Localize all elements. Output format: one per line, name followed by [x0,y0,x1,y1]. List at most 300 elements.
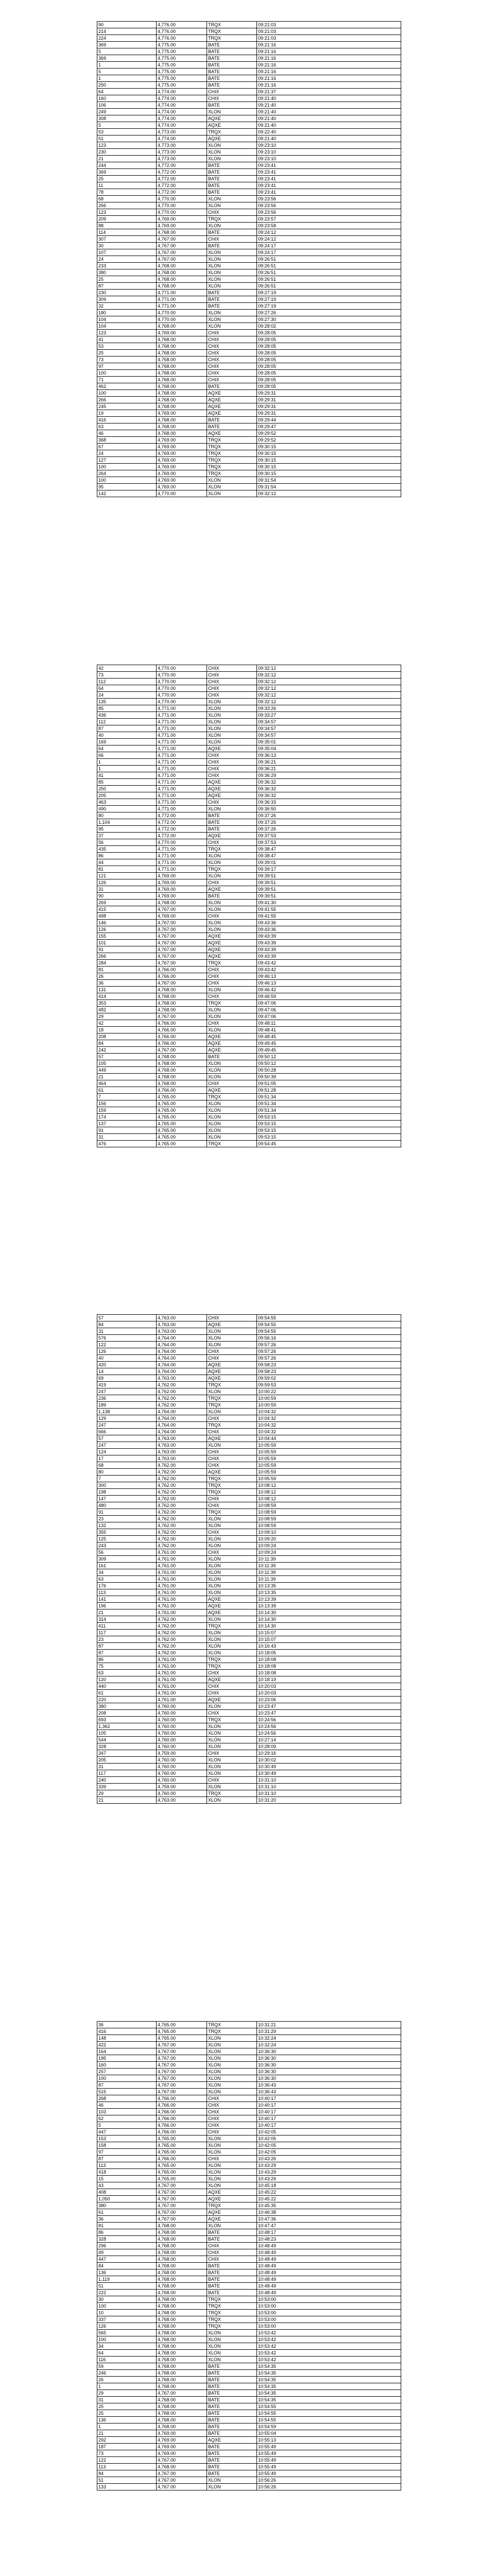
venue-cell: CHIX [207,1429,257,1435]
quantity-cell: 21 [97,1074,157,1080]
venue-cell: XLON [207,1737,257,1743]
table-row [97,973,401,980]
venue-cell: AQXE [207,2189,257,2196]
quantity-cell: 411 [97,1623,157,1630]
time-cell: 09:30:15 [257,450,401,457]
time-cell: 09:22:40 [257,129,401,135]
time-cell: 10:55:49 [257,2464,401,2470]
quantity-cell: 136 [97,2417,157,2424]
quantity-cell: 464 [97,1080,157,1087]
table-row [97,464,401,470]
price-cell: 4,767.00 [157,2075,207,2082]
time-cell: 09:36:32 [257,779,401,786]
quantity-cell: 42 [97,665,157,672]
quantity-cell: 480 [97,1502,157,1509]
price-cell: 4,767.00 [157,2209,207,2216]
quantity-cell: 113 [97,1589,157,1596]
quantity-cell: 1 [97,759,157,766]
price-cell: 4,760.00 [157,1717,207,1723]
price-cell: 4,764.00 [157,1429,207,1435]
time-cell: 10:20:03 [257,1690,401,1697]
table-row [97,1040,401,1047]
table-row [97,1536,401,1543]
price-cell: 4,768.00 [157,343,207,350]
price-cell: 4,764.00 [157,1342,207,1348]
quantity-cell: 25 [97,276,157,283]
table-row [97,940,401,946]
venue-cell: BATE [207,2229,257,2236]
quantity-cell: 214 [97,28,157,35]
table-row [97,323,401,330]
quantity-cell: 87 [97,1650,157,1656]
venue-cell: XLON [207,276,257,283]
price-cell: 4,771.00 [157,779,207,786]
table-row [97,2336,401,2343]
quantity-cell: 41 [97,772,157,779]
table-row [97,1328,401,1335]
quantity-cell: 18 [97,1027,157,1033]
table-row [97,1476,401,1482]
table-row [97,1583,401,1589]
time-cell: 09:29:52 [257,437,401,444]
quantity-cell: 91 [97,1127,157,1134]
table-row [97,759,401,766]
price-cell: 4,767.00 [157,980,207,987]
time-cell: 09:50:39 [257,1074,401,1080]
table-row [97,62,401,69]
venue-cell: XLON [207,1536,257,1543]
table-row [97,1522,401,1529]
price-cell: 4,768.00 [157,363,207,370]
time-cell: 09:21:16 [257,42,401,48]
time-cell: 09:21:16 [257,62,401,69]
venue-cell: XLON [207,2223,257,2229]
quantity-cell: 61 [97,1087,157,1094]
table-row [97,2042,401,2048]
trade-table-section-3 [97,1314,401,1804]
time-cell: 10:31:10 [257,1790,401,1797]
table-row [97,310,401,316]
venue-cell: CHIX [207,980,257,987]
venue-cell: AQXE [207,1368,257,1375]
venue-cell: CHIX [207,1455,257,1462]
venue-cell: XLON [207,1409,257,1415]
quantity-cell: 25 [97,350,157,357]
quantity-cell: 64 [97,745,157,752]
price-cell: 4,765.00 [157,1141,207,1147]
price-cell: 4,766.00 [157,1087,207,1094]
price-cell: 4,763.00 [157,1435,207,1442]
time-cell: 09:23:57 [257,216,401,223]
price-cell: 4,771.00 [157,725,207,732]
time-cell: 09:32:12 [257,665,401,672]
price-cell: 4,768.00 [157,2357,207,2363]
table-row [97,2397,401,2403]
table-row [97,2296,401,2303]
quantity-cell: 100 [97,2303,157,2310]
price-cell: 4,765.00 [157,2149,207,2156]
table-row [97,129,401,135]
venue-cell: XLON [207,1563,257,1569]
quantity-cell: 53 [97,129,157,135]
venue-cell: XLON [207,1342,257,1348]
time-cell: 09:59:02 [257,1375,401,1382]
venue-cell: XLON [207,323,257,330]
price-cell: 4,768.00 [157,2296,207,2303]
venue-cell: AQXE [207,1087,257,1094]
venue-cell: CHIX [207,2122,257,2129]
table-row [97,2089,401,2095]
time-cell: 09:27:26 [257,310,401,316]
time-cell: 09:24:17 [257,243,401,249]
price-cell: 4,768.00 [157,2229,207,2236]
table-row [97,370,401,377]
time-cell: 09:30:15 [257,470,401,477]
time-cell: 10:48:49 [257,2256,401,2263]
price-cell: 4,766.00 [157,2129,207,2136]
time-cell: 10:04:32 [257,1415,401,1422]
quantity-cell: 101 [97,940,157,946]
price-cell: 4,762.00 [157,1623,207,1630]
price-cell: 4,771.00 [157,705,207,712]
price-cell: 4,769.00 [157,484,207,490]
table-row [97,1462,401,1469]
time-cell: 09:28:05 [257,383,401,390]
quantity-cell: 78 [97,189,157,196]
time-cell: 09:23:56 [257,202,401,209]
venue-cell: XLON [207,477,257,484]
price-cell: 4,769.00 [157,410,207,417]
quantity-cell: 515 [97,2089,157,2095]
price-cell: 4,765.00 [157,1121,207,1127]
table-row [97,28,401,35]
time-cell: 10:04:32 [257,1422,401,1429]
time-cell: 10:30:49 [257,1764,401,1770]
venue-cell: TRQX [207,1422,257,1429]
price-cell: 4,768.00 [157,993,207,1000]
price-cell: 4,768.00 [157,1074,207,1080]
quantity-cell: 11 [97,182,157,189]
quantity-cell: 244 [97,162,157,169]
quantity-cell: 236 [97,1395,157,1402]
price-cell: 4,762.00 [157,1382,207,1388]
table-row [97,1717,401,1723]
table-row [97,1362,401,1368]
table-row [97,1549,401,1556]
venue-cell: XLON [207,1730,257,1737]
time-cell: 10:05:59 [257,1469,401,1476]
venue-cell: XLON [207,269,257,276]
price-cell: 4,765.00 [157,2035,207,2042]
quantity-cell: 73 [97,672,157,679]
quantity-cell: 1,119 [97,2276,157,2283]
price-cell: 4,766.00 [157,967,207,973]
time-cell: 09:21:16 [257,82,401,89]
quantity-cell: 1 [97,2383,157,2390]
venue-cell: BATE [207,169,257,176]
venue-cell: TRQX [207,450,257,457]
quantity-cell: 419 [97,1382,157,1388]
quantity-cell: 7 [97,1476,157,1482]
price-cell: 4,767.00 [157,2470,207,2477]
time-cell: 09:31:54 [257,484,401,490]
venue-cell: CHIX [207,772,257,779]
price-cell: 4,761.00 [157,1549,207,1556]
time-cell: 09:39:51 [257,873,401,879]
venue-cell: CHIX [207,2256,257,2263]
table-row [97,1482,401,1489]
price-cell: 4,762.00 [157,1636,207,1643]
time-cell: 09:43:39 [257,953,401,960]
table-row [97,75,401,82]
table-row [97,2477,401,2484]
venue-cell: TRQX [207,464,257,470]
quantity-cell: 250 [97,786,157,792]
table-row [97,712,401,719]
venue-cell: CHIX [207,839,257,846]
quantity-cell: 126 [97,926,157,933]
quantity-cell: 112 [97,679,157,685]
table-row [97,263,401,269]
time-cell: 10:09:20 [257,1536,401,1543]
time-cell: 09:24:12 [257,229,401,236]
venue-cell: AQXE [207,2196,257,2202]
venue-cell: BATE [207,2383,257,2390]
price-cell: 4,768.00 [157,2249,207,2256]
trade-table-section-4 [97,2021,401,2490]
time-cell: 10:54:55 [257,2417,401,2424]
quantity-cell: 1 [97,62,157,69]
venue-cell: XLON [207,1013,257,1020]
table-row [97,2357,401,2363]
venue-cell: CHIX [207,665,257,672]
price-cell: 4,767.00 [157,256,207,263]
venue-cell: BATE [207,2403,257,2410]
quantity-cell: 463 [97,799,157,806]
table-row [97,2095,401,2102]
table-row [97,1750,401,1757]
quantity-cell: 135 [97,699,157,705]
venue-cell: CHIX [207,2095,257,2102]
venue-cell: CHIX [207,350,257,357]
price-cell: 4,765.00 [157,2162,207,2169]
quantity-cell: 120 [97,1676,157,1683]
table-row [97,2417,401,2424]
table-row [97,1710,401,1717]
table-row [97,89,401,95]
price-cell: 4,768.00 [157,2269,207,2276]
time-cell: 10:53:42 [257,2350,401,2357]
quantity-cell: 84 [97,2470,157,2477]
price-cell: 4,762.00 [157,1489,207,1496]
quantity-cell: 1 [97,766,157,772]
quantity-cell: 90 [97,22,157,28]
venue-cell: AQXE [207,1047,257,1054]
quantity-cell: 62 [97,2115,157,2122]
time-cell: 09:24:17 [257,249,401,256]
price-cell: 4,771.00 [157,799,207,806]
table-row [97,1797,401,1804]
price-cell: 4,771.00 [157,739,207,745]
time-cell: 09:53:15 [257,1121,401,1127]
venue-cell: XLON [207,719,257,725]
price-cell: 4,768.00 [157,430,207,437]
time-cell: 10:55:04 [257,2430,401,2437]
table-row [97,457,401,464]
quantity-cell: 369 [97,42,157,48]
time-cell: 09:51:34 [257,1107,401,1114]
time-cell: 10:05:59 [257,1476,401,1482]
quantity-cell: 414 [97,993,157,1000]
venue-cell: TRQX [207,2303,257,2310]
quantity-cell: 105 [97,1060,157,1067]
time-cell: 10:18:08 [257,1670,401,1676]
venue-cell: BATE [207,893,257,900]
table-row [97,390,401,397]
quantity-cell: 266 [97,202,157,209]
quantity-cell: 26 [97,2377,157,2383]
venue-cell: TRQX [207,444,257,450]
price-cell: 4,769.00 [157,437,207,444]
time-cell: 09:39:51 [257,879,401,886]
time-cell: 09:38:47 [257,853,401,859]
table-row [97,2075,401,2082]
table-row [97,209,401,216]
time-cell: 09:58:23 [257,1368,401,1375]
venue-cell: TRQX [207,1482,257,1489]
price-cell: 4,771.00 [157,853,207,859]
venue-cell: TRQX [207,1141,257,1147]
price-cell: 4,769.00 [157,450,207,457]
price-cell: 4,765.00 [157,1107,207,1114]
time-cell: 10:32:24 [257,2035,401,2042]
table-row [97,1723,401,1730]
quantity-cell: 21 [97,2430,157,2437]
price-cell: 4,774.00 [157,135,207,142]
price-cell: 4,762.00 [157,1616,207,1623]
time-cell: 09:23:10 [257,142,401,149]
quantity-cell: 380 [97,2202,157,2209]
price-cell: 4,761.00 [157,1569,207,1576]
trade-table [97,665,401,1147]
venue-cell: TRQX [207,35,257,42]
price-cell: 4,769.00 [157,2450,207,2457]
quantity-cell: 44 [97,859,157,866]
table-row [97,1100,401,1107]
time-cell: 10:30:02 [257,1757,401,1764]
price-cell: 4,760.00 [157,1723,207,1730]
quantity-cell: 64 [97,685,157,692]
price-cell: 4,768.00 [157,2263,207,2269]
quantity-cell: 1,050 [97,2196,157,2202]
price-cell: 4,768.00 [157,263,207,269]
time-cell: 10:40:17 [257,2115,401,2122]
venue-cell: AQXE [207,403,257,410]
venue-cell: CHIX [207,679,257,685]
table-row [97,2189,401,2196]
venue-cell: XLON [207,1127,257,1134]
time-cell: 09:48:11 [257,1020,401,1027]
price-cell: 4,768.00 [157,2236,207,2243]
venue-cell: XLON [207,310,257,316]
table-row [97,2149,401,2156]
time-cell: 09:39:51 [257,886,401,893]
price-cell: 4,770.00 [157,196,207,202]
quantity-cell: 80 [97,1469,157,1476]
quantity-cell: 68 [97,196,157,202]
table-row [97,920,401,926]
venue-cell: CHIX [207,1502,257,1509]
quantity-cell: 112 [97,719,157,725]
quantity-cell: 24 [97,256,157,263]
price-cell: 4,767.00 [157,2196,207,2202]
price-cell: 4,771.00 [157,296,207,303]
table-row [97,812,401,819]
time-cell: 10:09:24 [257,1543,401,1549]
table-row [97,839,401,846]
table-row [97,1335,401,1342]
time-cell: 10:04:32 [257,1409,401,1415]
price-cell: 4,763.00 [157,1442,207,1449]
quantity-cell: 126 [97,2323,157,2330]
venue-cell: XLON [207,1764,257,1770]
price-cell: 4,764.00 [157,1409,207,1415]
venue-cell: AQXE [207,1362,257,1368]
venue-cell: TRQX [207,866,257,873]
time-cell: 09:51:34 [257,1094,401,1100]
time-cell: 09:37:53 [257,839,401,846]
time-cell: 10:27:14 [257,1737,401,1743]
time-cell: 10:28:09 [257,1743,401,1750]
time-cell: 09:21:16 [257,75,401,82]
price-cell: 4,768.00 [157,2256,207,2263]
table-row [97,1630,401,1636]
price-cell: 4,762.00 [157,1502,207,1509]
venue-cell: AQXE [207,1676,257,1683]
table-row [97,2062,401,2069]
venue-cell: XLON [207,859,257,866]
price-cell: 4,769.00 [157,913,207,920]
table-row [97,2276,401,2283]
time-cell: 09:32:12 [257,672,401,679]
venue-cell: BATE [207,296,257,303]
venue-cell: XLON [207,2336,257,2343]
price-cell: 4,771.00 [157,290,207,296]
quantity-cell: 666 [97,1429,157,1435]
time-cell: 09:23:41 [257,182,401,189]
time-cell: 10:00:22 [257,1388,401,1395]
quantity-cell: 198 [97,1489,157,1496]
time-cell: 10:31:21 [257,2022,401,2028]
venue-cell: BATE [207,2397,257,2403]
time-cell: 09:59:53 [257,1382,401,1388]
table-row [97,1107,401,1114]
venue-cell: CHIX [207,2129,257,2136]
venue-cell: CHIX [207,1348,257,1355]
venue-cell: BATE [207,2283,257,2290]
price-cell: 4,768.00 [157,370,207,377]
table-row [97,980,401,987]
table-row [97,417,401,423]
table-row [97,1087,401,1094]
venue-cell: CHIX [207,357,257,363]
time-cell: 09:47:06 [257,1013,401,1020]
time-cell: 09:46:13 [257,980,401,987]
quantity-cell: 21 [97,1797,157,1804]
quantity-cell: 153 [97,2136,157,2142]
time-cell: 09:46:42 [257,987,401,993]
venue-cell: BATE [207,2464,257,2470]
